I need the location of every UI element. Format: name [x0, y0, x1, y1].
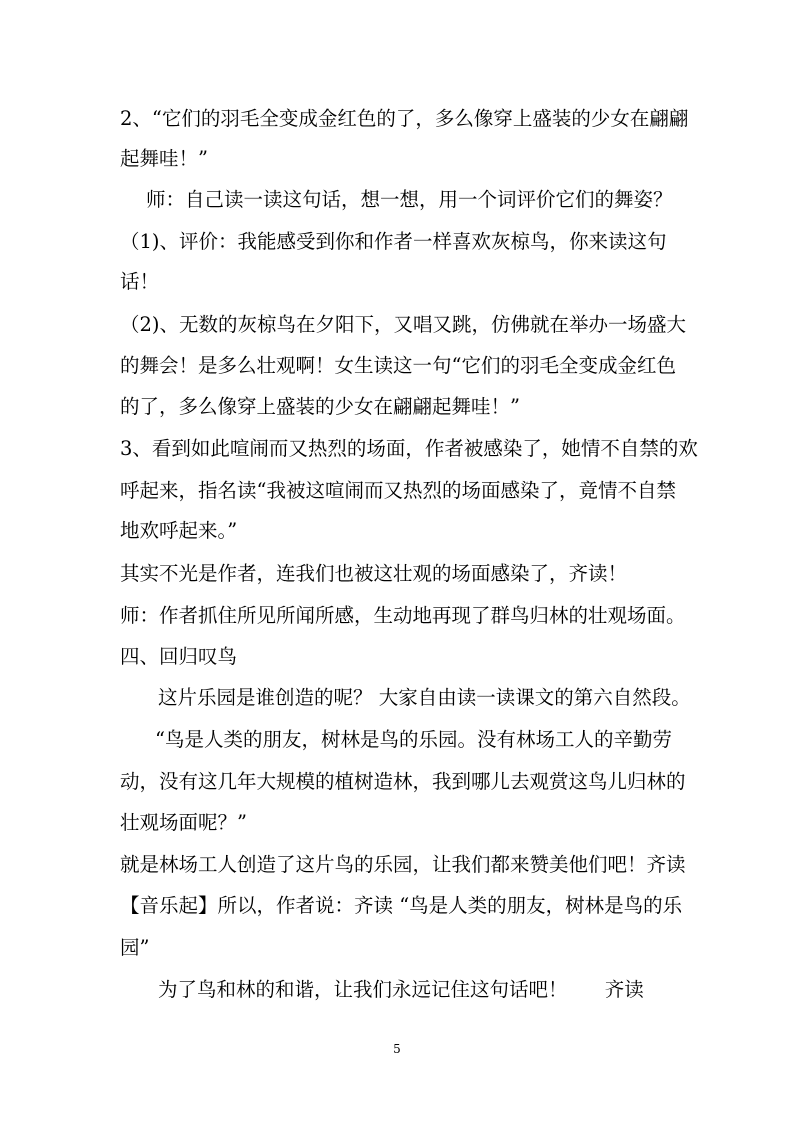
- text-line: 呼起来，指名读“我被这喧闹而又热烈的场面感染了，竟情不自禁: [120, 479, 676, 502]
- text-line: 其实不光是作者，连我们也被这壮观的场面感染了，齐读！: [120, 562, 628, 585]
- text-line: “鸟是人类的朋友，树林是鸟的乐园。没有林场工人的辛勤劳: [155, 728, 672, 751]
- text-line: 动，没有这几年大规模的植树造林，我到哪儿去观赏这鸟儿归林的: [120, 770, 686, 793]
- text-line: 师：自己读一读这句话，想一想，用一个词评价它们的舞姿？: [146, 188, 673, 211]
- section-heading: 四、回归叹鸟: [120, 645, 238, 668]
- text-line: 2、“它们的羽毛全变成金红色的了，多么像穿上盛装的少女在翩翩: [120, 107, 689, 130]
- text-line: （2)、无数的灰椋鸟在夕阳下，又唱又跳，仿佛就在举办一场盛大: [120, 313, 687, 336]
- text-line: 就是林场工人创造了这片鸟的乐园，让我们都来赞美他们吧！齐读: [120, 853, 686, 876]
- text-line: 为了鸟和林的和谐，让我们永远记住这句话吧！ 齐读: [158, 978, 644, 1001]
- text-line: 这片乐园是谁创造的呢？ 大家自由读一读课文的第六自然段。: [158, 686, 691, 709]
- text-line: 壮观场面呢？”: [120, 811, 247, 834]
- text-line: 【音乐起】所以，作者说：齐读 “鸟是人类的朋友，树林是鸟的乐: [120, 894, 683, 917]
- text-line: （1)、评价：我能感受到你和作者一样喜欢灰椋鸟，你来读这句: [120, 230, 667, 253]
- text-line: 的舞会！是多么壮观啊！女生读这一句“它们的羽毛全变成金红色: [120, 354, 676, 377]
- text-line: 园”: [120, 936, 150, 959]
- text-line: 3、看到如此喧闹而又热烈的场面，作者被感染了，她情不自禁的欢: [120, 437, 698, 460]
- page-number: 5: [393, 1042, 401, 1056]
- text-line: 地欢呼起来。”: [120, 519, 238, 542]
- text-line: 师：作者抓住所见所闻所感，生动地再现了群鸟归林的壮观场面。: [120, 604, 686, 627]
- text-line: 的了，多么像穿上盛装的少女在翩翩起舞哇！”: [120, 395, 520, 418]
- text-line: 起舞哇！”: [120, 147, 208, 170]
- text-line: 话！: [120, 270, 160, 293]
